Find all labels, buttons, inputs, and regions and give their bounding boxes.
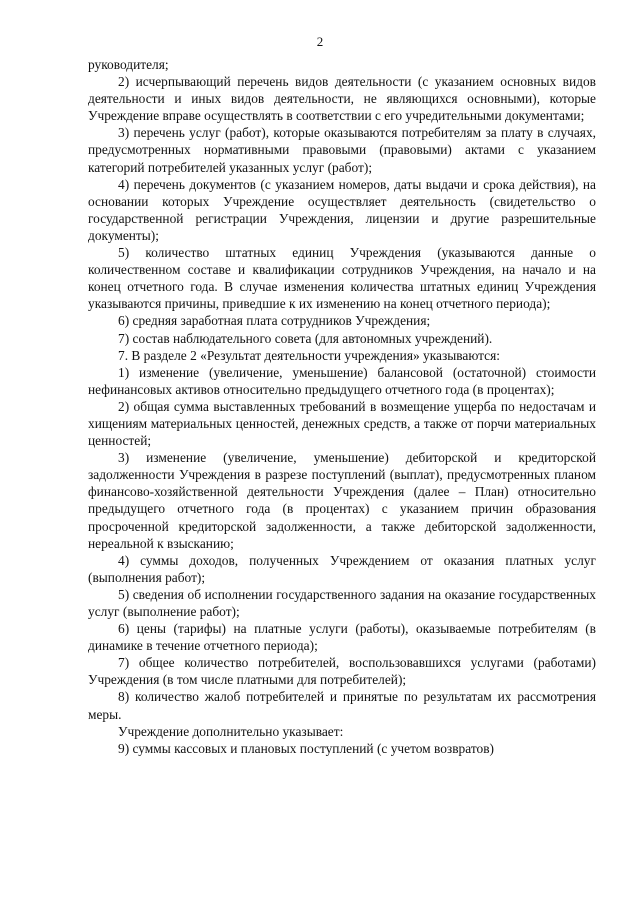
paragraph: 4) перечень документов (с указанием номеров, даты выдачи и срока действия), на основании которых Учреждение осуществляет деятельность (свидетельство о государственной регистрации Учреждения, лицензии и другие разрешительные документы); bbox=[88, 176, 596, 243]
paragraph: руководителя; bbox=[88, 57, 169, 72]
paragraph: Учреждение дополнительно указывает: bbox=[118, 723, 344, 739]
paragraph: 2) общая сумма выставленных требований в возмещение ущерба по недостачам и хищениям материальных ценностей, денежных средств, а также от порчи материальных ценностей; bbox=[88, 398, 596, 449]
paragraph: 9) суммы кассовых и плановых поступлений (с учетом возвратов) bbox=[118, 740, 494, 756]
paragraph: 3) перечень услуг (работ), которые оказываются потребителям за плату в случаях, предусмотренных нормативными правовыми (правовыми) актами с указанием категорий потребителей указанных услуг (работ); bbox=[88, 125, 596, 175]
paragraph: 5) количество штатных единиц Учреждения (указываются данные о количественном составе и квалификации сотрудников Учреждения, на начало и на конец отчетного года. В случае изменения количества штатных единиц Учреждения указываются причины, приведшие к их изменению на конец отчетного периода); bbox=[88, 245, 596, 312]
paragraph: 6) средняя заработная плата сотрудников Учреждения; bbox=[118, 313, 431, 329]
document-body bbox=[88, 56, 596, 757]
paragraph: 6) цены (тарифы) на платные услуги (работы), оказываемые потребителям (в динамике в течение отчетного периода); bbox=[88, 621, 596, 654]
paragraph: 4) суммы доходов, полученных Учреждением от оказания платных услуг (выполнения работ); bbox=[88, 552, 596, 585]
page-number: 2 bbox=[316, 34, 324, 49]
paragraph: 5) сведения об исполнении государственного задания на оказание государственных услуг (выполнение работ); bbox=[88, 586, 596, 619]
section-heading-paragraph: 7. В разделе 2 «Результат деятельности учреждения» указываются: bbox=[118, 347, 501, 363]
paragraph: 8) количество жалоб потребителей и принятые по результатам их рассмотрения меры. bbox=[88, 689, 596, 722]
paragraph: 7) состав наблюдательного совета (для автономных учреждений). bbox=[118, 330, 493, 346]
paragraph: 7) общее количество потребителей, воспользовавшихся услугами (работами) Учреждения (в том числе платными для потребителей); bbox=[88, 655, 596, 688]
paragraph: 3) изменение (увеличение, уменьшение) дебиторской и кредиторской задолженности Учреждения в разрезе поступлений (выплат), предусмотренных планом финансово-хозяйственной деятельности Учреждения (далее – План) относительно предыдущего отчетного года (в процентах) с указанием причин образования просроченной кредиторской задолженности, а также дебиторской задолженности, нереальной к взысканию; bbox=[88, 450, 596, 551]
paragraph: 1) изменение (увеличение, уменьшение) балансовой (остаточной) стоимости нефинансовых активов относительно предыдущего отчетного года (в процентах); bbox=[88, 364, 596, 397]
paragraph: 2) исчерпывающий перечень видов деятельности (с указанием основных видов деятельности и иных видов деятельности, не являющихся основными), которые Учреждение вправе осуществлять в соответствии с его учредительными документами; bbox=[88, 74, 596, 124]
